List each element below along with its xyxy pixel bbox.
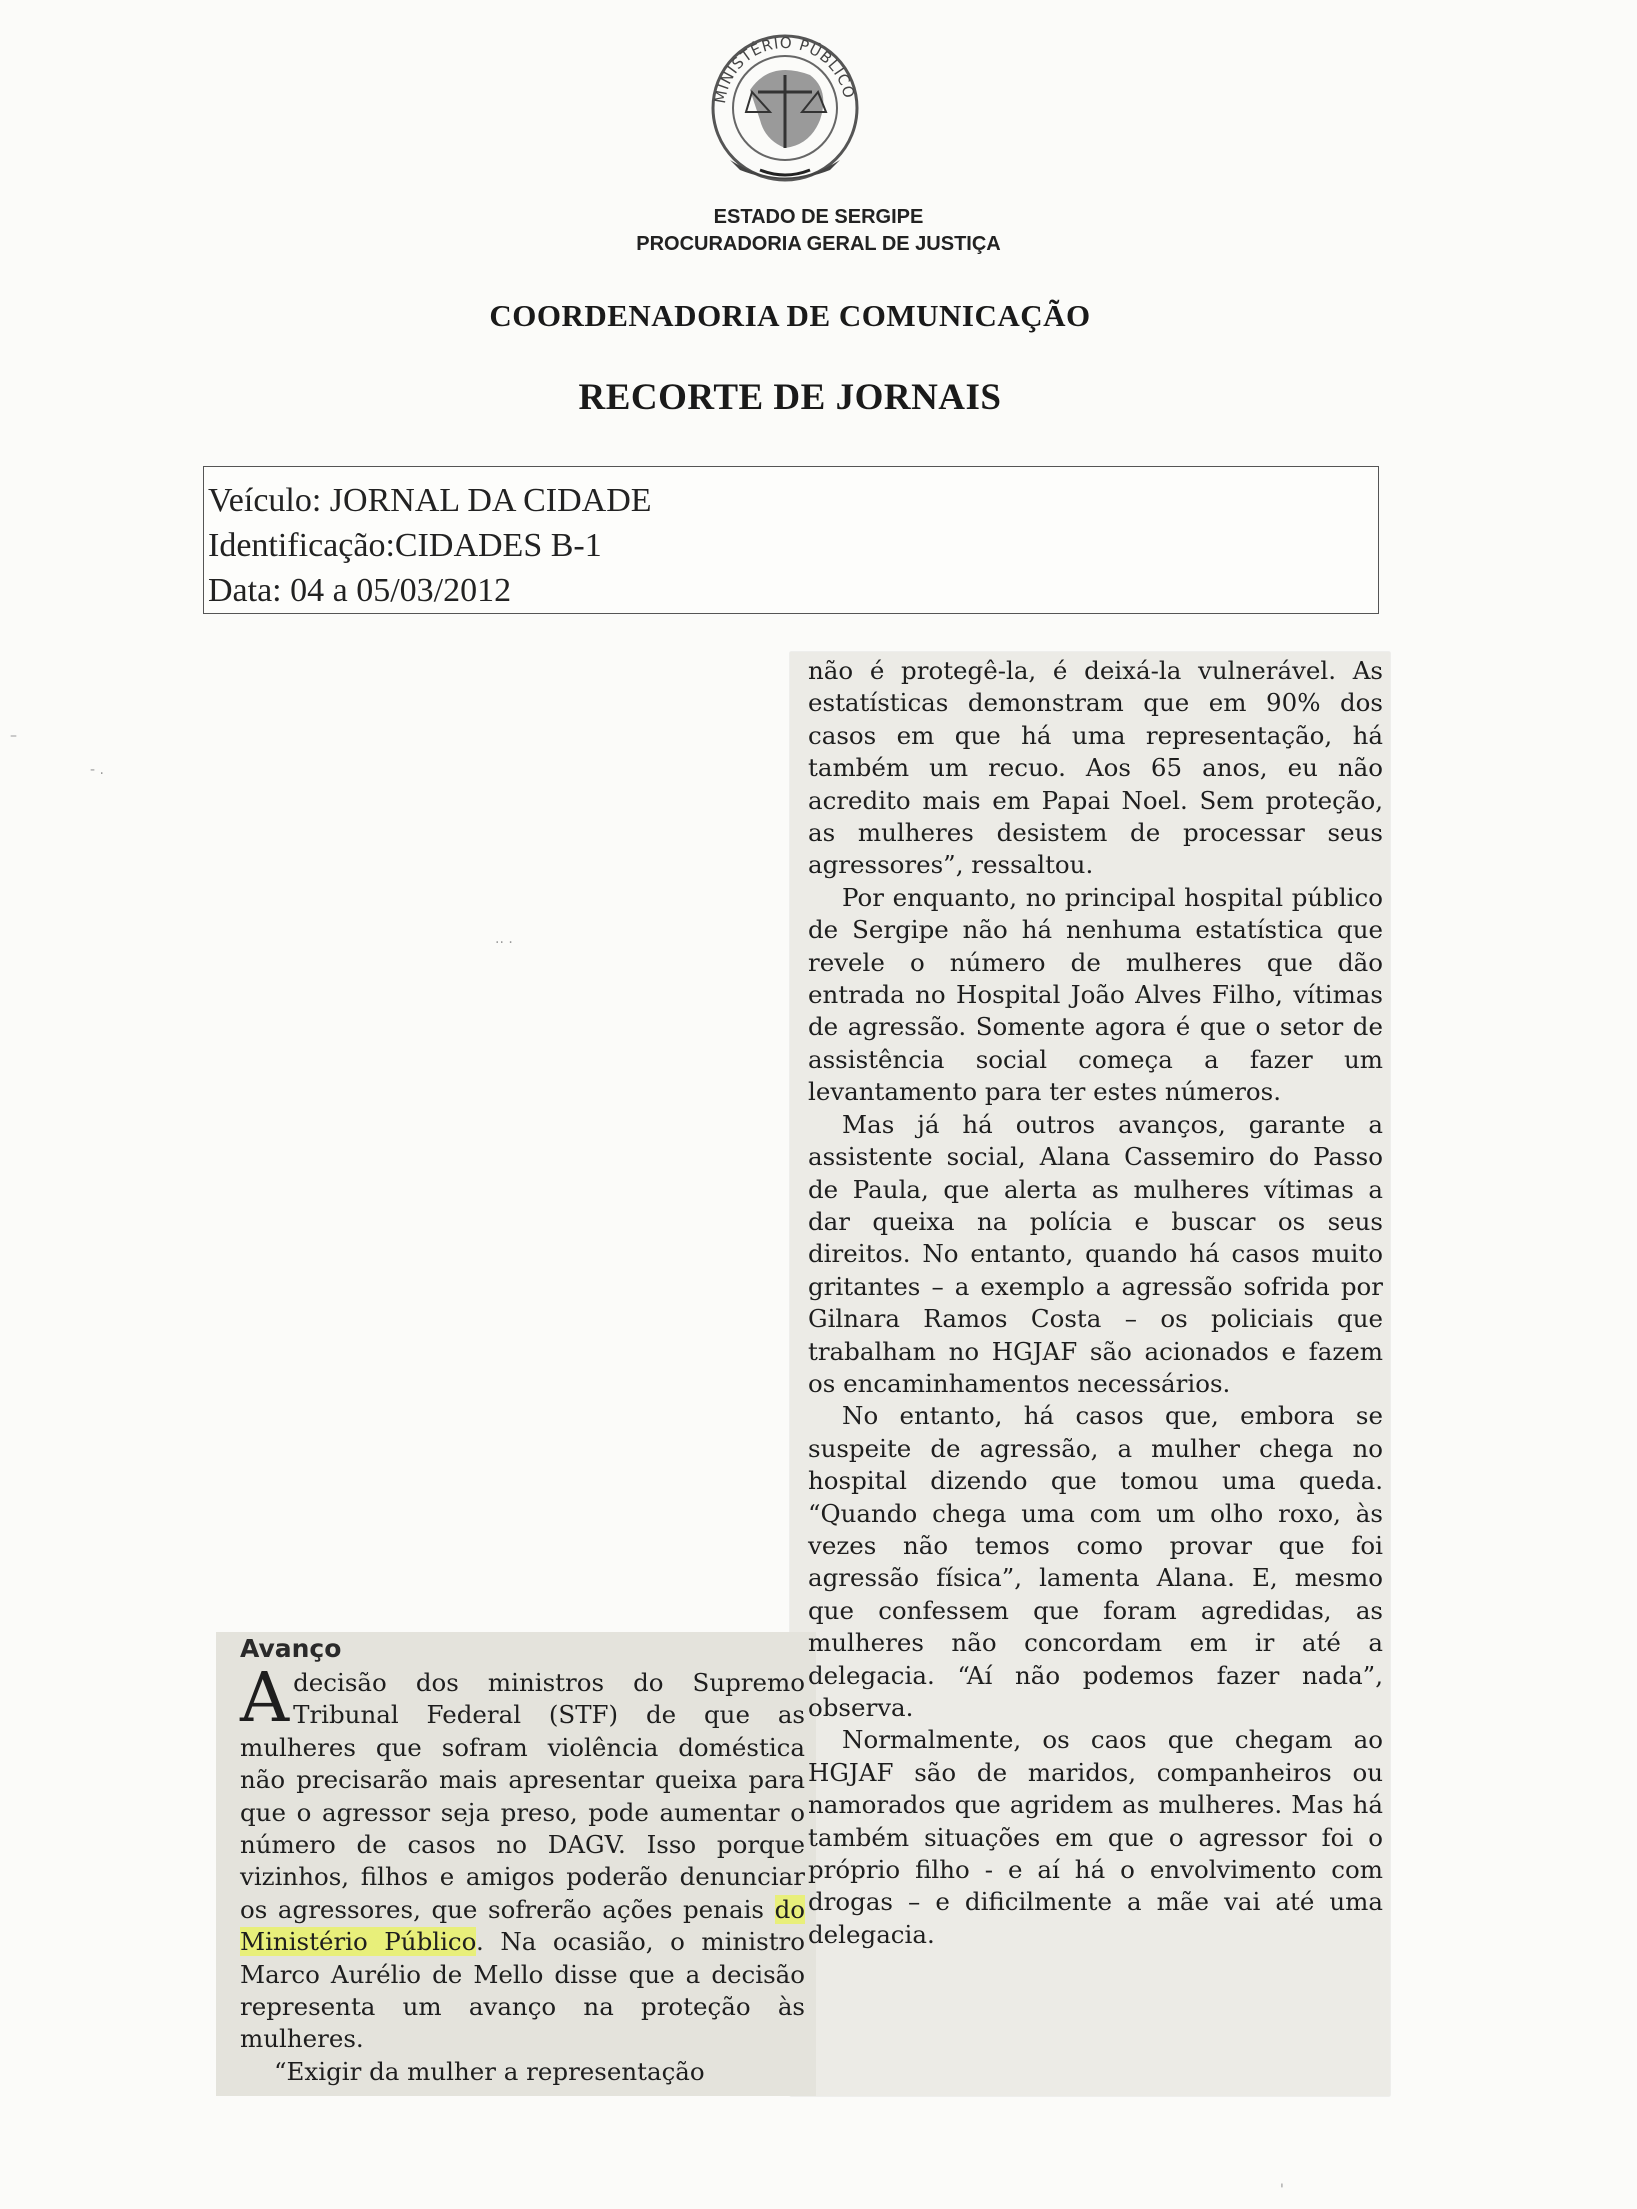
- svg-text:MINISTÉRIO PÚBLICO: MINISTÉRIO PÚBLICO: [710, 33, 859, 105]
- article-paragraph: Normalmente, os caos que chegam ao HGJAF são de maridos, companheiros ou namorados que agridem as mulheres. Mas há também situações em que o agressor foi o próprio filho - e aí há o envolvimento com drogas – e dificilmente a mãe vai até uma delegacia.: [808, 1725, 1383, 1949]
- article-paragraph: não é protegê-la, é deixá-la vulnerável. As estatísticas demonstram que em 90% dos casos em que há uma representação, há também um recuo. Aos 65 anos, eu não acredito mais em Papai Noel. Sem proteção, as mulheres desistem de processar seus agressores”, ressaltou.: [808, 656, 1383, 880]
- article-subhead: Avanço: [240, 1634, 342, 1663]
- clipping-info-box: [203, 466, 1379, 614]
- article-left-column: [240, 1635, 805, 2088]
- state-name: ESTADO DE SERGIPE: [713, 206, 924, 228]
- article-paragraph: No entanto, há casos que, embora se suspeite de agressão, a mulher chega no hospital dizendo que tomou uma queda. “Quando chega uma com um olho roxo, às vezes não temos como provar que foi agressão física”, lamenta Alana. E, mesmo que confessem que foram agredidas, as mulheres não concordam em ir até a delegacia. “Aí não podemos fazer nada”, observa.: [808, 1401, 1383, 1722]
- veiculo-line: Veículo: JORNAL DA CIDADE: [208, 482, 652, 519]
- scan-speck: - .: [90, 762, 104, 778]
- article-paragraph: Mas já há outros avanços, garante a assistente social, Alana Cassemiro do Passo de Paula, que alerta as mulheres vítimas a dar queixa na polícia e buscar os seus direitos. No entanto, quando há casos muito gritantes – a exemplo a agressão sofrida por Gilnara Ramos Costa – os policiais que trabalham no HGJAF são acionados e fazem os encaminhamentos necessários.: [808, 1109, 1383, 1398]
- article-paragraph: Por enquanto, no principal hospital público de Sergipe não há nenhuma estatística que revele o número de mulheres que dão entrada no Hospital João Alves Filho, vítimas de agressão. Somente agora é que o setor de assistência social começa a fazer um levantamento para ter estes números.: [808, 882, 1383, 1107]
- scan-speck: –: [10, 728, 17, 744]
- paragraph-text: decisão dos ministros do Supremo Tribunal Federal (STF) de que as mulheres que sofram violência doméstica não precisarão mais apresentar queixa para que o agressor seja preso, pode aumentar o número de casos no DAGV. Isso porque vizinhos, filhos e amigos poderão denunciar os agressores, que sofrerão ações penais: [240, 1668, 805, 1924]
- agency-name: PROCURADORIA GERAL DE JUSTIÇA: [636, 233, 1001, 255]
- data-line: Data: 04 a 05/03/2012: [208, 572, 512, 609]
- article-paragraph: [240, 1659, 806, 2056]
- identificacao-line: Identificação:CIDADES B-1: [208, 527, 602, 564]
- seal-emblem-icon: [690, 20, 880, 200]
- department-heading: COORDENADORIA DE COMUNICAÇÃO: [489, 298, 1091, 333]
- article-paragraph: “Exigir da mulher a representação: [274, 2056, 705, 2086]
- paragraph-text: . Na ocasião, o ministro Marco Aurélio de Mello disse que a decisão representa um avanço na proteção às mulheres.: [240, 1927, 806, 2054]
- article-right-column: [808, 655, 1383, 1951]
- ministerio-publico-seal: [690, 20, 880, 200]
- document-type-heading: RECORTE DE JORNAIS: [578, 377, 1002, 418]
- highlighted-text: do Ministério Público: [240, 1894, 805, 1957]
- drop-cap: A: [240, 1659, 290, 1738]
- scan-speck: ·· ·: [495, 935, 513, 951]
- scan-speck: ': [1280, 2182, 1284, 2198]
